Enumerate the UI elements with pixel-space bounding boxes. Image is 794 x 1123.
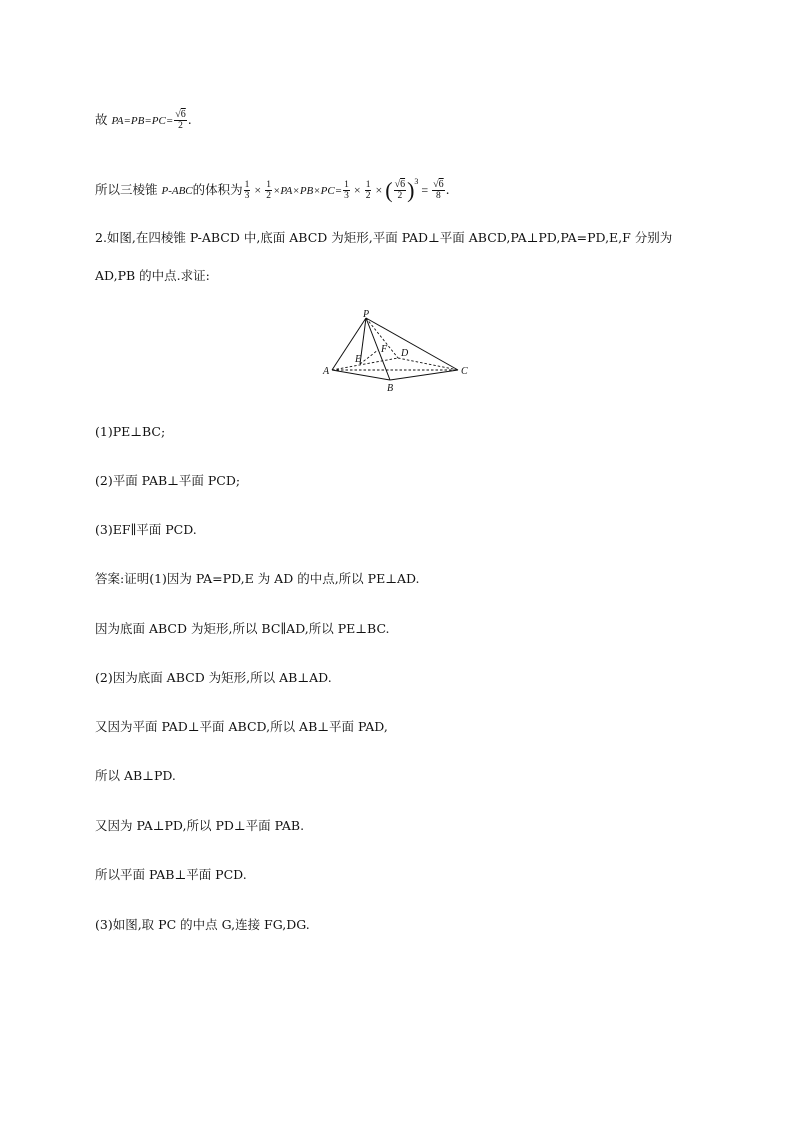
answer-line-6: 又因为 PA⊥PD,所以 PD⊥平面 PAB. (95, 818, 305, 833)
pyramid-name: P-ABC (161, 185, 193, 197)
answer-line-2: 因为底面 ABCD 为矩形,所以 BC∥AD,所以 PE⊥BC. (95, 621, 390, 636)
label-F: F (381, 344, 388, 355)
line-volume: 所以三棱锥 P-ABC的体积为 $\frac{1}{3}$ × $\frac{1}{2}$ ×PA×PB×PC= $\frac{1}{3}$ × $\frac{1}{2}$ × ( $\frac{√6}{2}$ )$^3$= $\frac{√6}{8}$ . (95, 177, 450, 203)
item-2: (2)平面 PAB⊥平面 PCD; (95, 473, 241, 488)
question-2-line-2: AD,PB 的中点.求证: (95, 268, 210, 283)
item-3: (3)EF∥平面 PCD. (95, 522, 197, 537)
sqrt: √6 (175, 109, 186, 120)
question-2-line-1: 2.如图,在四棱锥 P-ABCD 中,底面 ABCD 为矩形,平面 PAD⊥平面 ABCD,PA⊥PD,PA=PD,E,F 分别为 (95, 230, 673, 245)
text: 的体积为 (192, 182, 243, 197)
label-B: B (387, 383, 394, 394)
text: 故 (95, 112, 112, 127)
label-A: A (323, 366, 330, 377)
answer-line-1: 答案:证明(1)因为 PA=PD,E 为 AD 的中点,所以 PE⊥AD. (95, 571, 420, 586)
expression: PA=PB=PC= (111, 115, 174, 127)
label-E: E (355, 354, 362, 365)
label-C: C (461, 366, 468, 377)
fraction: $\frac{1}{3}$ (344, 180, 349, 201)
edge-BC (390, 370, 458, 380)
edge-EF (360, 350, 378, 364)
answer-line-3: (2)因为底面 ABCD 为矩形,所以 AB⊥AD. (95, 670, 332, 685)
label-P: P (363, 309, 370, 320)
fraction: $\frac{√6}{8}$ (433, 179, 444, 201)
answer-line-4: 又因为平面 PAD⊥平面 ABCD,所以 AB⊥平面 PAD, (95, 719, 388, 734)
answer-line-5: 所以 AB⊥PD. (95, 768, 176, 783)
fraction: $\frac{√6}{2}$ (175, 109, 186, 131)
fraction: $\frac{1}{2}$ (266, 180, 271, 201)
expression: ×PA×PB×PC= (272, 185, 343, 197)
answer-line-7: 所以平面 PAB⊥平面 PCD. (95, 867, 247, 882)
label-D: D (401, 348, 409, 359)
edge-AB (332, 370, 390, 380)
pyramid-figure (320, 308, 480, 398)
fraction: $\frac{1}{2}$ (365, 180, 371, 201)
fraction: $\frac{√6}{2}$ (394, 179, 406, 201)
fraction: $\frac{1}{3}$ (244, 180, 250, 201)
edge-DC (398, 358, 458, 370)
item-1: (1)PE⊥BC; (95, 424, 166, 439)
line-equal-lengths: 故 PA=PB=PC= $\frac{√6}{2}$ . (95, 109, 192, 131)
text: 所以三棱锥 (95, 182, 162, 197)
edge-PC (366, 318, 458, 370)
answer-line-8: (3)如图,取 PC 的中点 G,连接 FG,DG. (95, 917, 310, 932)
